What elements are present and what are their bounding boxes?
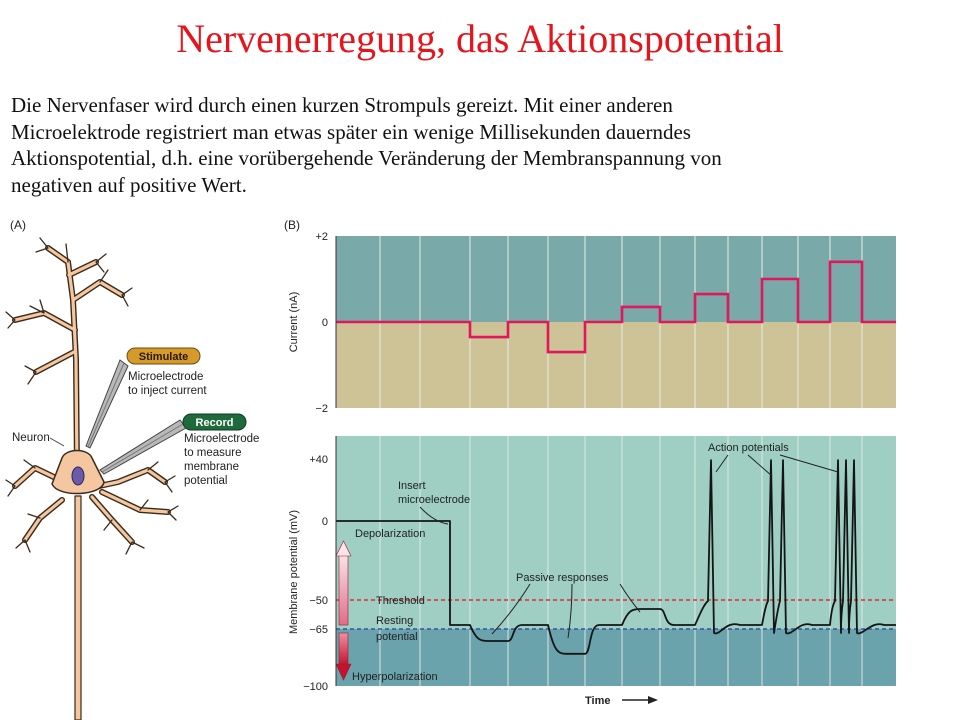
threshold-label: Threshold (376, 595, 425, 607)
intro-line-1: Die Nervenfaser wird durch einen kurzen Strompuls gereizt. Mit einer anderen (11, 93, 673, 117)
hyperpolarization-label: Hyperpolarization (352, 671, 438, 683)
stimulate-electrode (86, 360, 128, 448)
potential-tick-minus50: −50 (309, 595, 328, 607)
record-badge-label: Record (195, 417, 234, 429)
stimulate-text-2: to inject current (128, 385, 207, 397)
panel-b-label: (B) (284, 218, 300, 232)
record-electrode (100, 420, 186, 474)
resting-label-1: Resting (376, 615, 414, 627)
panel-a-label: (A) (10, 218, 26, 232)
current-tick-minus2: −2 (315, 403, 328, 415)
insert-electrode-label-2: microelectrode (398, 494, 471, 506)
potential-plot (288, 436, 896, 693)
potential-y-label: Membrane potential (mV) (288, 509, 300, 635)
intro-line-4: negativen auf positive Wert. (11, 172, 247, 197)
neuron-label: Neuron (12, 432, 50, 444)
current-plot (288, 231, 896, 415)
current-tick-0: 0 (321, 317, 328, 329)
record-text-1: Microelectrode (184, 433, 260, 445)
time-axis (585, 695, 658, 707)
potential-tick-plus40: +40 (309, 454, 328, 466)
depolarization-label: Depolarization (355, 528, 426, 540)
action-potentials-label: Action potentials (708, 442, 789, 454)
stimulate-badge (127, 348, 200, 364)
neuron-drawing (6, 238, 178, 720)
page-title: Nervenerregung, das Aktionspotential (176, 16, 784, 61)
potential-tick-minus65: −65 (309, 624, 328, 636)
neuron-label-pointer (50, 438, 64, 446)
resting-label-2: potential (376, 631, 418, 643)
record-text-2: to measure (184, 447, 242, 459)
intro-line-2: Microelektrode registriert man etwas später ein wenige Millisekunden dauerndes (11, 119, 691, 144)
potential-tick-minus100: −100 (303, 681, 328, 693)
passive-responses-label: Passive responses (516, 572, 609, 584)
record-badge (183, 414, 246, 430)
stimulate-badge-label: Stimulate (138, 351, 189, 363)
stimulate-text-1: Microelectrode (128, 371, 204, 383)
time-arrow-icon (648, 696, 658, 704)
current-y-label: Current (nA) (288, 291, 300, 353)
time-label: Time (585, 695, 611, 707)
insert-electrode-label-1: Insert (398, 480, 426, 492)
record-text-3: membrane (184, 461, 239, 473)
current-tick-plus2: +2 (315, 231, 328, 243)
potential-tick-0: 0 (321, 516, 328, 528)
intro-line-3: Aktionspotential, d.h. eine vorübergehende Veränderung der Membranspannung von (11, 146, 722, 170)
record-text-4: potential (184, 475, 228, 487)
